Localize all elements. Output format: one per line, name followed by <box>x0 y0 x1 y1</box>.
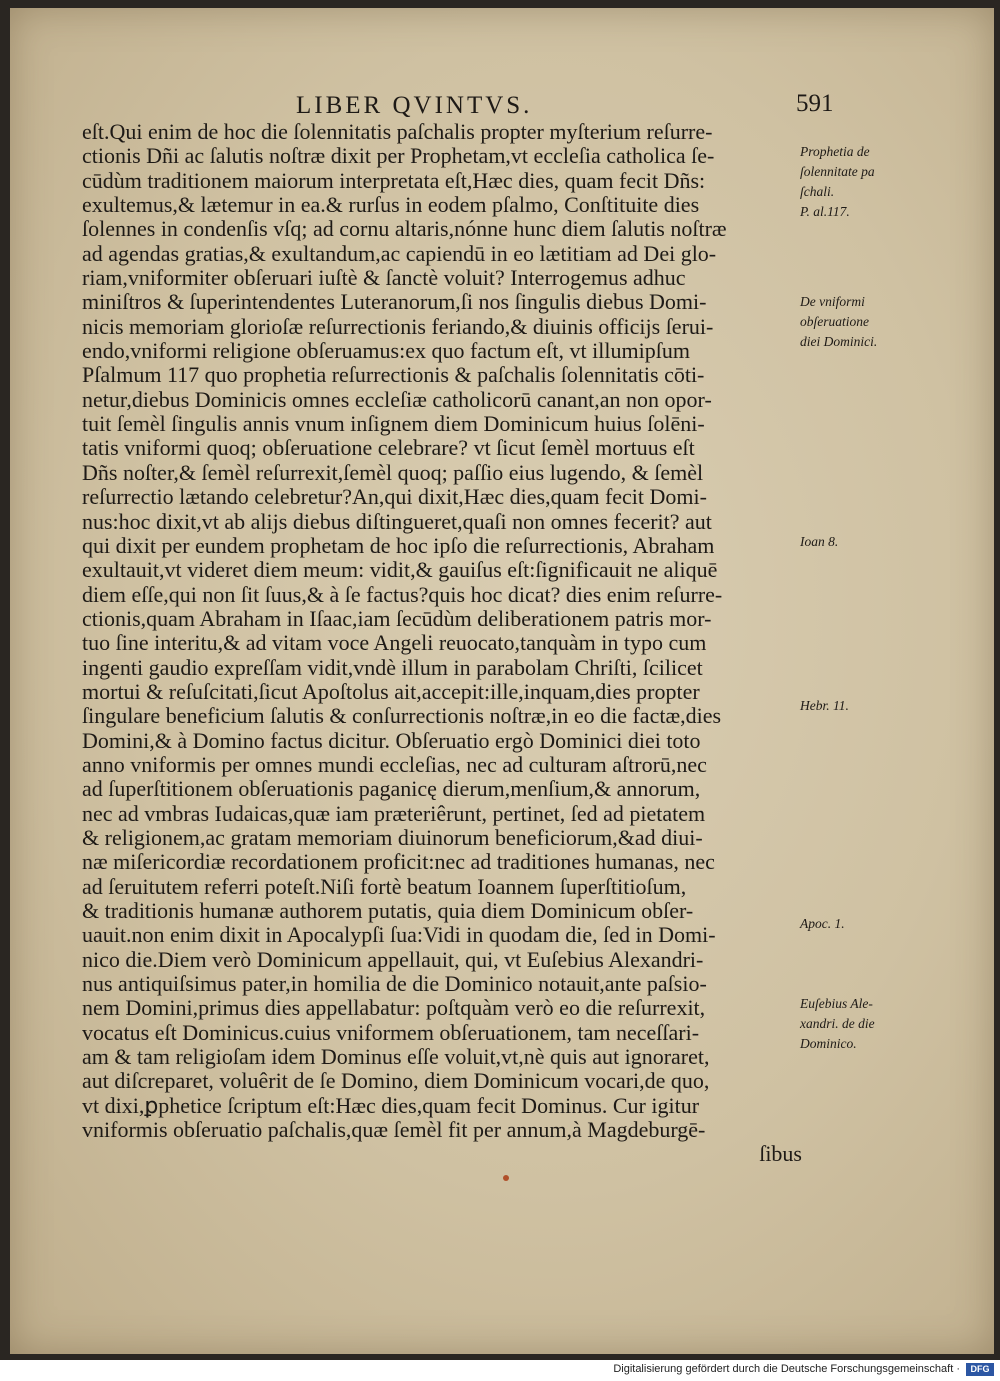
text-line: tatis vniformi quoq; obſeruatione celebrare? vt ſicut ſemèl mortuus eſt <box>82 436 695 461</box>
text-line: ad ſeruitutem referri poteſt.Niſi fortè beatum Ioannem ſuperſtitioſum, <box>82 874 687 899</box>
text-line: anno vniformis per omnes mundi eccleſias, nec ad culturam aſtrorū,nec <box>82 752 707 777</box>
catchword: ſibus <box>759 1142 802 1167</box>
text-line: exultauit,vt videret diem meum: vidit,& gauiſus eſt:ſignificauit ne aliquē <box>82 558 718 583</box>
text-line: miniſtros & ſuperintendentes Luteranorum,ſi nos ſingulis diebus Domi- <box>82 290 707 315</box>
text-line: nico die.Diem verò Dominicum appellauit, qui, vt Euſebius Alexandri- <box>82 947 704 972</box>
text-line: uauit.non enim dixit in Apocalypſi ſua:Vidi in quodam die, ſed in Domi- <box>82 923 716 948</box>
text-line: vocatus eſt Dominicus.cuius vniformem obſeruationem, tam neceſſari- <box>82 1020 700 1045</box>
margin-note-line: Euſebius Ale- <box>800 996 873 1011</box>
text-line: nus antiquiſsimus pater,in homilia de die Dominico notauit,ante paſsio- <box>82 972 707 997</box>
text-line: nus:hoc dixit,vt ab alijs diebus diſtingueret,quaſi non omnes fecerit? aut <box>82 509 712 534</box>
margin-note-line: Ioan 8. <box>800 534 839 549</box>
text-line: vt dixi,ꝑphetice ſcriptum eſt:Hæc dies,quam fecit Dominus. Cur igitur <box>82 1093 700 1118</box>
margin-note-line: Prophetia de <box>800 144 870 159</box>
text-line: mortui & reſuſcitati,ſicut Apoſtolus ait,accepit:ille,inquam,dies propter <box>82 679 700 704</box>
margin-note-line: obſeruatione <box>800 314 869 329</box>
text-line: exultemus,& lætemur in ea.& rurſus in eodem pſalmo, Conſtituite dies <box>82 193 700 218</box>
text-line: Domini,& à Domino factus dicitur. Obſeruatio ergò Dominici diei toto <box>82 728 701 753</box>
text-line: Pſalmum 117 quo prophetia reſurrectionis & paſchalis ſolennitatis cōti- <box>82 363 705 388</box>
margin-note-line: diei Dominici. <box>800 334 878 349</box>
running-head <box>10 86 994 122</box>
text-line: næ miſericordiæ recordationem proficit:nec ad traditiones humanas, nec <box>82 850 715 875</box>
text-line: & religionem,ac gratam memoriam diuinorum beneficiorum,&ad diui- <box>82 825 703 850</box>
page-number: 591 <box>796 90 834 117</box>
text-line: ingenti gaudio expreſſam vidit,vndè illum in parabolam Chriſti, ſcilicet <box>82 655 703 680</box>
margin-note-line: P. al.117. <box>800 204 850 219</box>
text-line: ad ſuperſtitionem obſeruationis paganicę dierum,menſium,& annorum, <box>82 777 701 802</box>
text-line: am & tam religioſam idem Dominus eſſe voluit,vt,nè quis aut ignoraret, <box>82 1045 710 1070</box>
text-line: Dñs noſter,& ſemèl reſurrexit,ſemèl quoq; paſſio eius lugendo, & ſemèl <box>82 460 704 485</box>
margin-note-ioan <box>800 532 920 552</box>
margin-note-de-uniformi <box>800 292 920 352</box>
text-line: tuit ſemèl ſingulis annis vnum inſignem diem Dominicum huius ſolēni- <box>82 412 705 437</box>
text-line: ſingulare beneficium ſalutis & conſurrectionis noſtræ,in eo die factæ,dies <box>82 704 722 729</box>
text-line: reſurrectio lætando celebretur?An,qui dixit,Hæc dies,quam fecit Domi- <box>82 485 707 510</box>
text-line: endo,vniformi religione obſeruamus:ex quo factum eſt, vt illumipſum <box>82 339 690 364</box>
text-line: riam,vniformiter obſeruari iuſtè & ſanctè voluit? Interrogemus adhuc <box>82 266 686 291</box>
ink-spot <box>503 1175 509 1181</box>
main-text-block <box>82 120 802 1167</box>
margin-note-line: ſchali. <box>800 184 835 199</box>
running-title: LIBER QVINTVS. <box>296 92 533 119</box>
margin-note-line: Dominico. <box>800 1036 857 1051</box>
text-line: & traditionis humanæ authorem putatis, quia diem Dominicum obſer- <box>82 899 694 923</box>
text-line: qui dixit per eundem prophetam de hoc ipſo die reſurrectionis, Abraham <box>82 533 715 558</box>
margin-note-apoc <box>800 914 920 934</box>
text-line: netur,diebus Dominicis omnes eccleſiæ catholicorū canant,an non opor- <box>82 387 712 412</box>
text-line: cūdùm traditionem maiorum interpretata eſt,Hæc dies, quam fecit Dñs: <box>82 168 706 193</box>
text-line: nec ad vmbras Iudaicas,quæ iam præteriêrunt, pertinet, ſed ad pietatem <box>82 801 706 826</box>
text-line: tuo ſine interitu,& ad vitam voce Angeli reuocato,tanquàm in typo cum <box>82 631 707 656</box>
text-line: ſolennes in condenſis vſq; ad cornu altaris,nónne hunc diem ſalutis noſtræ <box>82 217 727 242</box>
digitization-footer <box>0 1360 1000 1381</box>
margin-note-line: Hebr. 11. <box>800 698 849 713</box>
margin-note-prophetia <box>800 142 920 222</box>
funding-credit: Digitalisierung gefördert durch die Deutsche Forschungsgemeinschaft · <box>613 1363 960 1375</box>
text-line: eſt.Qui enim de hoc die ſolennitatis paſchalis propter myſterium reſurre- <box>82 120 713 144</box>
text-line: diem eſſe,qui non ſit ſuus,& à ſe factus?quis hoc dicat? dies enim reſurre- <box>82 582 723 607</box>
margin-note-eusebius <box>800 994 920 1054</box>
text-line: nem Domini,primus dies appellabatur: poſtquàm verò eo die reſurrexit, <box>82 996 706 1021</box>
text-line: ad agendas gratias,& exultandum,ac capiendū in eo lætitiam ad Dei glo- <box>82 241 717 266</box>
margin-note-line: ſolennitate pa <box>800 164 875 179</box>
margin-note-hebr <box>800 696 920 716</box>
text-line: ctionis Dñi ac ſalutis noſtræ dixit per Prophetam,vt eccleſia catholica ſe- <box>82 144 715 169</box>
text-line: aut diſcreparet, voluêrit de ſe Domino, diem Dominicum vocari,de quo, <box>82 1069 710 1094</box>
text-line: ctionis,quam Abraham in Iſaac,iam ſecūdùm deliberationem patris mor- <box>82 606 712 631</box>
margin-note-line: Apoc. 1. <box>800 916 845 931</box>
margin-note-line: De vniformi <box>800 294 865 309</box>
text-line: nicis memoriam glorioſæ reſurrectionis feriando,& diuinis officijs ſerui- <box>82 314 714 339</box>
dfg-logo-icon: DFG <box>966 1363 994 1376</box>
margin-note-line: xandri. de die <box>800 1016 875 1031</box>
text-line: vniformis obſeruatio paſchalis,quæ ſemèl fit per annum,à Magdeburgē- <box>82 1118 706 1143</box>
book-page <box>10 8 994 1354</box>
